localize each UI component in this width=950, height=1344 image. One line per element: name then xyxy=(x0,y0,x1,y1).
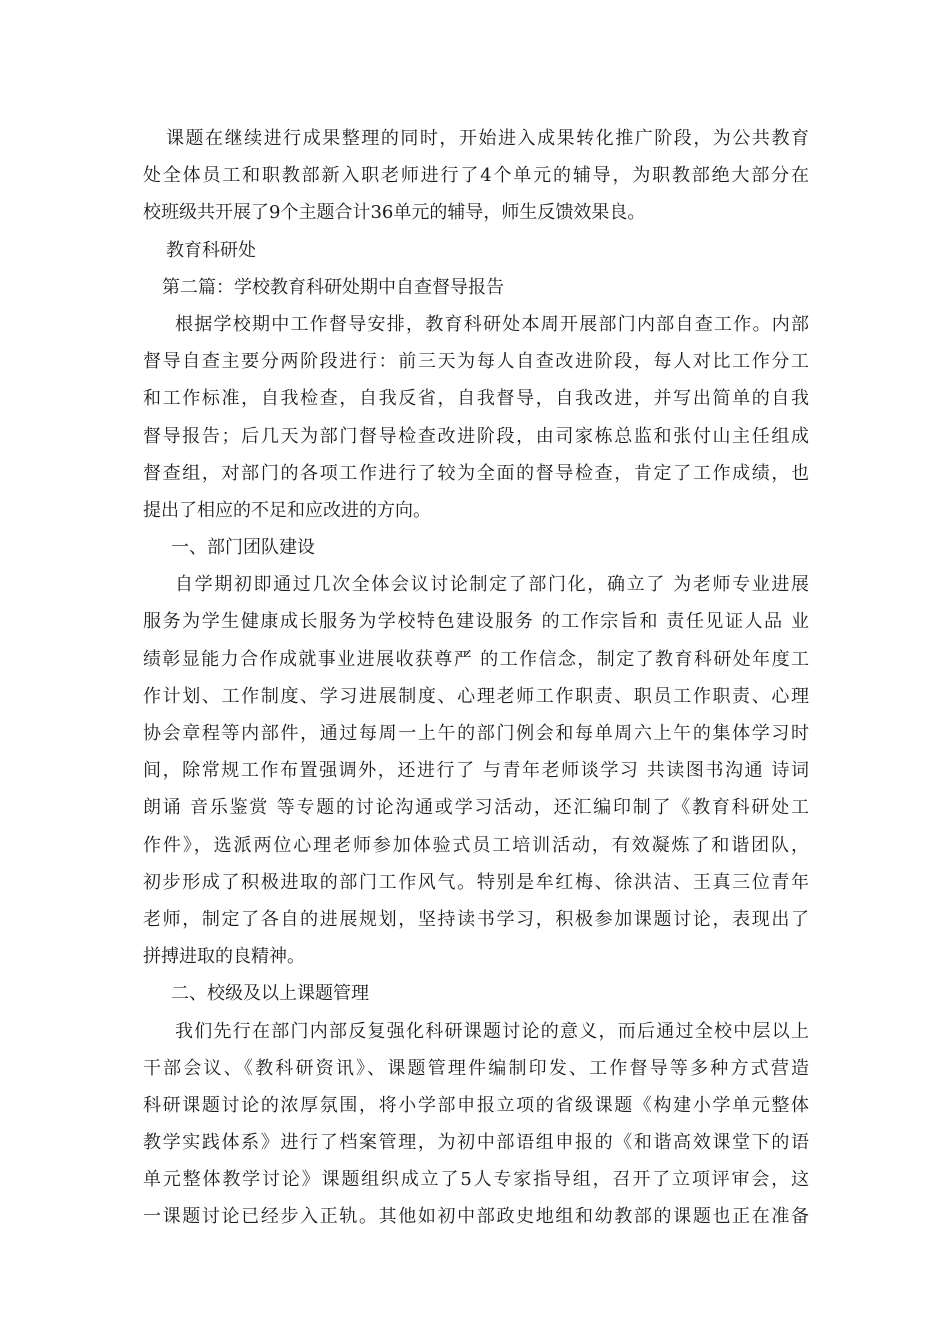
text-line: 我们先行在部门内部反复强化科研课题讨论的意义，而后通过全校中层以上 xyxy=(175,1020,809,1042)
text-line: 督导自查主要分两阶段进行：前三天为每人自查改进阶段，每人对比工作分工 xyxy=(143,351,809,373)
text-line: 作计划、工作制度、学习进展制度、心理老师工作职责、职员工作职责、心理 xyxy=(143,685,809,707)
text-line: 间，除常规工作布置强调外，还进行了 与青年老师谈学习 共读图书沟通 诗词 xyxy=(143,760,809,782)
text-line: 一课题讨论已经步入正轨。其他如初中部政史地组和幼教部的课题也正在准备 xyxy=(143,1206,809,1228)
document-page xyxy=(143,120,809,1236)
text-line: 干部会议、《教科研资讯》、课题管理件编制印发、工作督导等多种方式营造 xyxy=(143,1057,809,1079)
article-title: 第二篇：学校教育科研处期中自查督导报告 xyxy=(162,276,504,298)
text-line: 作件》，选派两位心理老师参加体验式员工培训活动，有效凝炼了和谐团队， xyxy=(143,834,809,856)
text-line: 自学期初即通过几次全体会议讨论制定了部门化，确立了 为老师专业进展 xyxy=(175,574,809,596)
text-line: 提出了相应的不足和应改进的方向。 xyxy=(143,499,431,521)
text-line: 绩彰显能力合作成就事业进展收获尊严 的工作信念，制定了教育科研处年度工 xyxy=(143,648,809,670)
signature: 教育科研处 xyxy=(166,239,256,261)
text-line: 校班级共开展了9个主题合计36单元的辅导，师生反馈效果良。 xyxy=(143,202,646,224)
paragraph-3 xyxy=(143,566,809,975)
text-line: 服务为学生健康成长服务为学校特色建设服务 的工作宗旨和 责任见证人品 业 xyxy=(143,611,809,633)
text-line: 初步形成了积极进取的部门工作风气。特别是牟红梅、徐洪洁、王真三位青年 xyxy=(143,871,809,893)
text-line: 督查组，对部门的各项工作进行了较为全面的督导检查，肯定了工作成绩，也 xyxy=(143,462,809,484)
section-heading-1: 一、部门团队建设 xyxy=(171,537,315,559)
text-line: 朗诵 音乐鉴赏 等专题的讨论沟通或学习活动，还汇编印制了《教育科研处工 xyxy=(143,797,809,819)
text-line: 教学实践体系》进行了档案管理，为初中部语组申报的《和谐高效课堂下的语 xyxy=(143,1132,809,1154)
section-heading-2: 二、校级及以上课题管理 xyxy=(171,983,369,1005)
text-line: 督导报告；后几天为部门督导检查改进阶段，由司家栋总监和张付山主任组成 xyxy=(143,425,809,447)
text-line: 根据学校期中工作督导安排，教育科研处本周开展部门内部自查工作。内部 xyxy=(175,313,809,335)
text-line: 和工作标准，自我检查，自我反省，自我督导，自我改进，并写出简单的自我 xyxy=(143,388,809,410)
text-line: 协会章程等内部件，通过每周一上午的部门例会和每单周六上午的集体学习时 xyxy=(143,723,809,744)
text-line: 科研课题讨论的浓厚氛围，将小学部申报立项的省级课题《构建小学单元整体 xyxy=(143,1094,809,1116)
text-line: 老师，制定了各自的进展规划，坚持读书学习，积极参加课题讨论，表现出了 xyxy=(143,908,809,930)
text-line: 处全体员工和职教部新入职老师进行了4个单元的辅导，为职教部绝大部分在 xyxy=(143,165,809,187)
text-line: 拼搏进取的良精神。 xyxy=(143,946,305,968)
paragraph-1 xyxy=(143,120,809,232)
paragraph-2 xyxy=(143,306,809,529)
paragraph-4 xyxy=(143,1013,809,1236)
text-line: 单元整体教学讨论》课题组织成立了5人专家指导组，召开了立项评审会，这 xyxy=(143,1169,809,1191)
text-line: 课题在继续进行成果整理的同时，开始进入成果转化推广阶段，为公共教育 xyxy=(166,128,809,149)
